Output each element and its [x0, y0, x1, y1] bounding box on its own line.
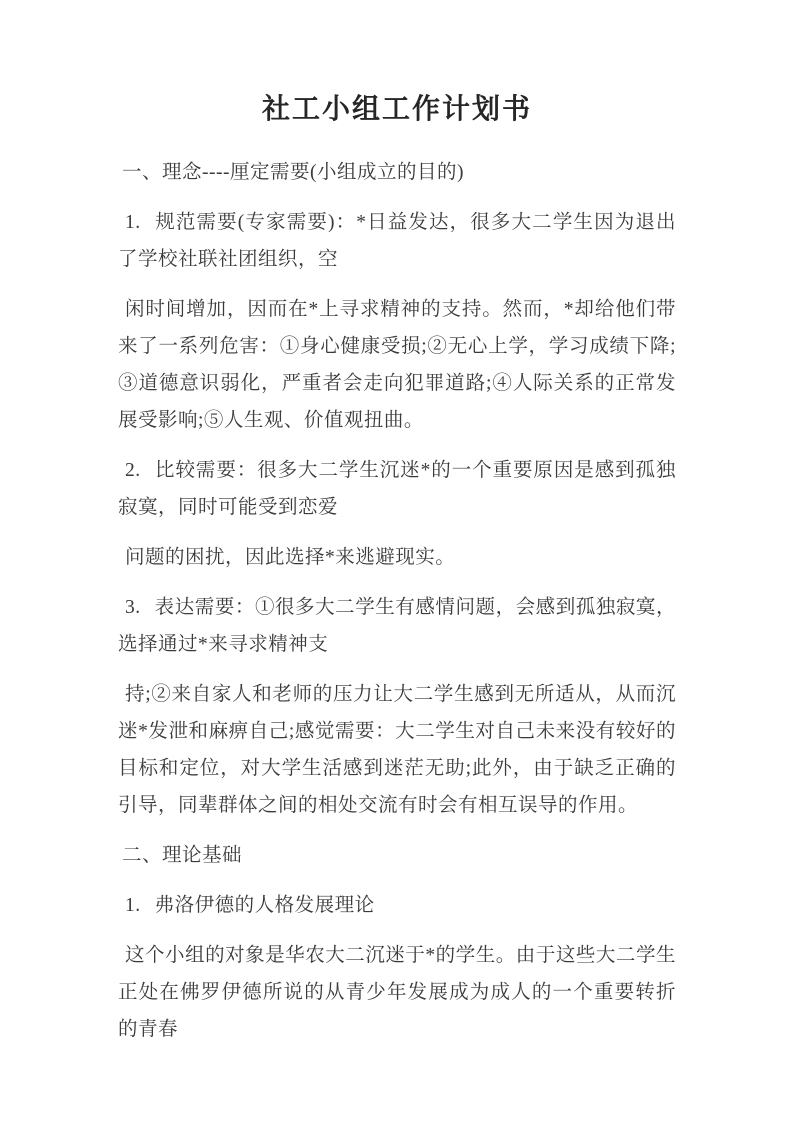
list-item-freud-theory — [118, 887, 676, 924]
paragraph-harms: 闲时间增加，因而在*上寻求精神的支持。然而，*却给他们带来了一系列危害：①身心健康受损;②无心上学，学习成绩下降;③道德意识弱化，严重者会走向犯罪道路;④人际关系的正常发展受影响;⑤人生观、价值观扭曲。 — [118, 299, 676, 431]
paragraph-felt-need: 持;②来自家人和老师的压力让大二学生感到无所适从，从而沉迷*发泄和麻痹自己;感觉需要：大二学生对自己未来没有较好的目标和定位，对大学生活感到迷茫无助;此外，由于缺乏正确的引导，同辈群体之间的相处交流有时会有相互误导的作用。 — [118, 684, 676, 816]
list-item-number: 3. — [125, 597, 141, 618]
list-item-normative-need — [118, 204, 676, 278]
list-item-expressive-need — [118, 589, 676, 663]
section-heading-theory: 二、理论基础 — [122, 845, 243, 866]
list-item-number: 1. — [125, 212, 141, 233]
paragraph-group-target: 这个小组的对象是华农大二沉迷于*的学生。由于这些大二学生正处在佛罗伊德所说的从青少年发展成为成人的一个重要转折的青春 — [118, 945, 676, 1040]
list-item-text: 表达需要：①很多大二学生有感情问题，会感到孤独寂寞，选择通过*来寻求精神支 — [118, 597, 676, 655]
list-item-text: 弗洛伊德的人格发展理论 — [154, 895, 375, 916]
document-title: 社工小组工作计划书 — [261, 94, 532, 125]
list-item-number: 1. — [125, 895, 141, 916]
list-item-text: 比较需要：很多大二学生沉迷*的一个重要原因是感到孤独寂寞，同时可能受到恋爱 — [118, 460, 676, 518]
list-item-comparative-need — [118, 452, 676, 526]
list-item-number: 2. — [125, 460, 141, 481]
paragraph-escape-reality: 问题的困扰，因此选择*来逃避现实。 — [125, 547, 456, 568]
section-heading-concept: 一、理念----厘定需要(小组成立的目的) — [122, 162, 464, 183]
list-item-text: 规范需要(专家需要)：*日益发达，很多大二学生因为退出了学校社联社团组织，空 — [118, 212, 676, 270]
